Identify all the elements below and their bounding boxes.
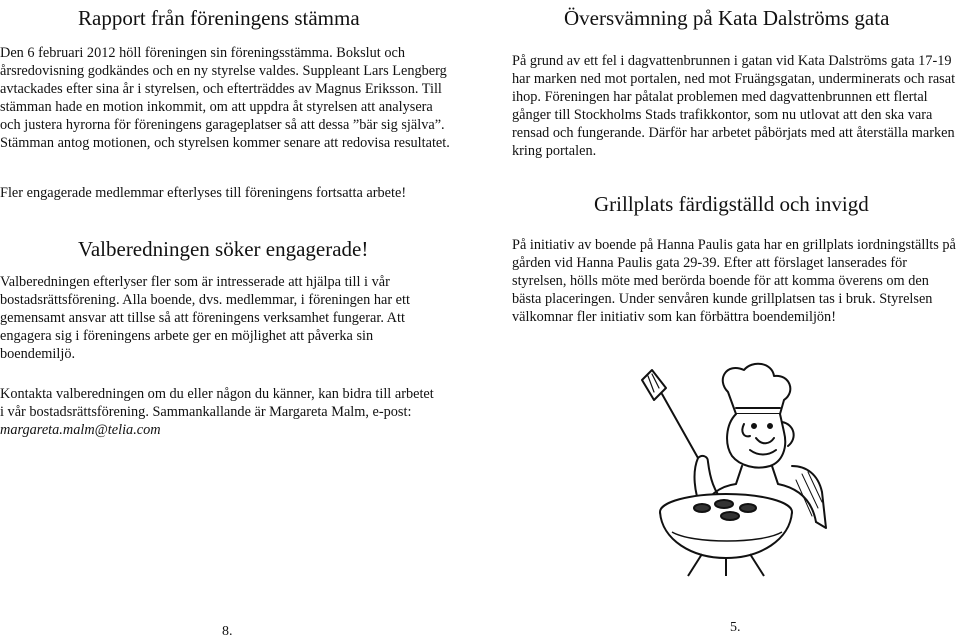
- report-paragraph: Den 6 februari 2012 höll föreningen sin föreningsstämma. Bokslut och årsredovisning godkändes och en ny styrelse valdes. Suppleant Lars Lengberg avtackades efter sina år i styrelsen, och efterträddes av Magnus Eriksson. Till stämman hade en motion inkommit, om att uppdra åt styrelsen att analysera och justera hyrorna för föreningens garageplatser så att dessa ”bär sig själva”. Stämman antog motionen, och styrelsen kommer senare att redovisa resultatet.: [0, 45, 450, 151]
- page-number-right: 5.: [730, 620, 741, 635]
- chef-hat: [723, 364, 791, 414]
- contact-email: margareta.malm@telia.com: [0, 422, 161, 438]
- chef-face: [727, 414, 785, 468]
- contact-text: Kontakta valberedningen om du eller någon du känner, kan bidra till arbetet i vår bostadsrättsförening. Sammankallande är Margareta Malm, e-post:: [0, 386, 434, 420]
- spatula-handle: [662, 394, 698, 458]
- grill-paragraph: På initiativ av boende på Hanna Paulis gata har en grillplats iordningställts på gården vid Hanna Paulis gata 29-39. Efter att förslaget lanserades för styrelsen, hölls möte med berörda boende för att komma överens om den bästa placeringen. Under senvåren kunde grillplatsen tas i bruk. Styrelsen välkomnar fler initiativ som kan förbättra boendemiljön!: [512, 237, 956, 325]
- nomination-paragraph: Valberedningen efterlyser fler som är intresserade att hjälpa till i vår bostadsrättsförening. Alla boende, dvs. medlemmar, i föreningen har ett gemensamt ansvar att tillse så att föreningens verksamhet fungerar. Att engagera sig i föreningens arbete ger en möjlighet att påverka sin boendemiljö.: [0, 274, 410, 362]
- flood-heading: Översvämning på Kata Dalströms gata: [564, 6, 890, 30]
- page-number-left: 8.: [222, 624, 233, 639]
- grill-heading: Grillplats färdigställd och invigd: [594, 192, 869, 216]
- grill-chef-illustration: [632, 362, 832, 578]
- call-for-members: Fler engagerade medlemmar efterlyses till föreningens fortsatta arbete!: [0, 185, 407, 201]
- report-heading: Rapport från föreningens stämma: [78, 6, 360, 30]
- grill-kettle: [660, 494, 792, 558]
- flood-paragraph: På grund av ett fel i dagvattenbrunnen i gatan vid Kata Dalströms gata 17-19 har marken ned mot portalen, ned mot Fruängsgatan, underminerats och rasat ihop. Föreningen har påtalat problemen med dagvattenbrunnen ett flertal gånger till Stockholms Stads trafikkontor, som nu utlovat att den ska vara rensad och fungerande. Därför har arbetet påbörjats med att återställa marken kring portalen.: [512, 53, 956, 159]
- contact-paragraph: [0, 385, 440, 439]
- nomination-heading: Valberedningen söker engagerade!: [78, 237, 369, 261]
